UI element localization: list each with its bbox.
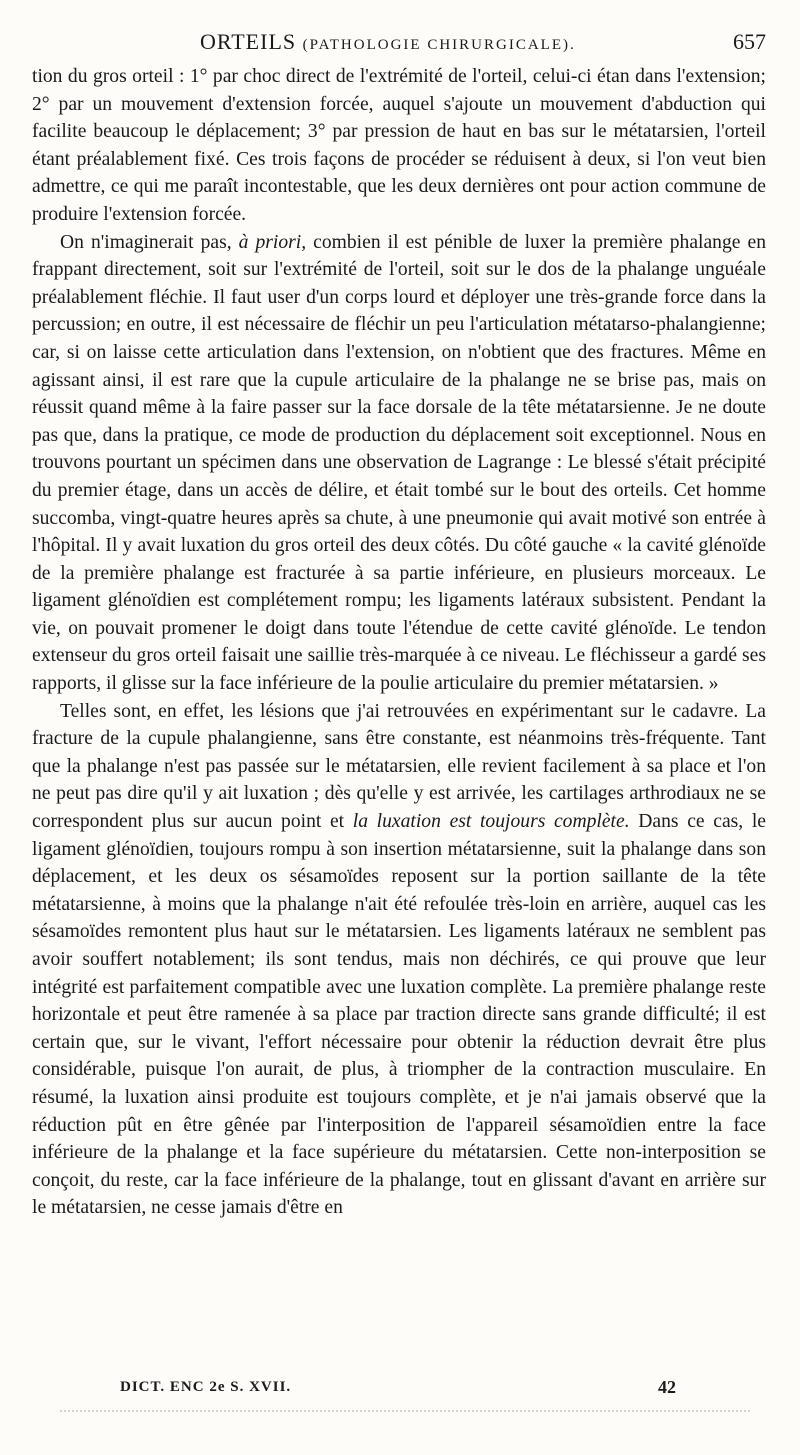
paragraph: [32, 229, 766, 698]
paragraph: [32, 698, 766, 1222]
running-title: [200, 22, 576, 65]
running-title-sub: (PATHOLOGIE CHIRURGICALE).: [302, 37, 576, 53]
italic-phrase: à priori,: [238, 231, 307, 253]
body-text: [32, 63, 766, 1222]
paragraph-text: Dans ce cas, le ligament glénoïdien, toujours rompu à son insertion métatarsienne, suit la phalange dans son déplacement, et les deux os sésamoïdes reposent sur la portion saillante de la tête métatarsienne, à moins que la phalange n'ait été refoulée très-loin en arrière, auquel cas les sésamoïdes remontent plus haut sur le métatarsien. Les ligaments latéraux ne semblent pas avoir souffert notablement; ils sont tendus, mais non déchirés, ce qui prouve que leur intégrité est parfaitement compatible avec une luxation complète. La première phalange reste horizontale et peut être ramenée à sa place par traction directe sans grande difficulté; il est certain que, sur le vivant, l'effort nécessaire pour obtenir la réduction devrait être plus considérable, puisque l'on aurait, de plus, à triompher de la contraction musculaire. En résumé, la luxation ainsi produite est toujours complète, et je n'ai jamais observé que la réduction pût en être gênée par l'interposition de l'appareil sésamoïdien entre la face inférieure de la phalange et la face supérieure du métatarsien. Cette non-interposition se conçoit, du reste, car la face inférieure de la phalange, tout en glissant d'avant en arrière sur le métatarsien, ne cesse jamais d'être en: [32, 811, 766, 1219]
paragraph-text: Telles sont, en effet, les lésions que j'ai retrouvées en expérimentant sur le cadavre. La fracture de la cupule phalangienne, sans être constante, est néanmoins très-fréquente. Tant que la phalange n'est pas passée sur le métatarsien, elle revient facilement à sa place et l'on ne peut pas dire qu'il y ait luxation ; dès qu'elle y est arrivée, les cartilages arthrodiaux ne se correspondent plus sur aucun point et: [32, 700, 766, 833]
paragraph: [32, 63, 766, 229]
page-number: 657: [733, 29, 766, 54]
running-title-main: ORTEILS: [200, 29, 297, 54]
paragraph-text: combien il est pénible de luxer la première phalange en frappant directement, soit sur l'extrémité de l'orteil, soit sur le dos de la phalange unguéale préalablement fléchie. Il faut user d'un corps lourd et déployer une très-grande force dans la percussion; en outre, il est nécessaire de fléchir un peu l'articulation métatarso-phalangienne; car, si on laisse cette articulation dans l'extension, on n'obtient que des fractures. Même en agissant ainsi, il est rare que la cupule articulaire de la phalange ne se brise pas, mais on réussit quand même à la faire passer sur la face dorsale de la tête métatarsienne. Je ne doute pas que, dans la pratique, ce mode de production du déplacement soit exceptionnel. Nous en trouvons pourtant un spécimen dans une observation de Lagrange : Le blessé s'était précipité du premier étage, dans un accès de délire, et était tombé sur le bout des orteils. Cet homme succomba, vingt-quatre heures après sa chute, à une pneumonie qui avait motivé son entrée à l'hôpital. Il y avait luxation du gros orteil des deux côtés. Du côté gauche « la cavité glénoïde de la première phalange est fracturée à sa partie inférieure, en plusieurs morceaux. Le ligament glénoïdien est complétement rompu; les ligaments latéraux subsistent. Pendant la vie, on pouvait promener le doigt dans toute l'étendue de cette cavité glénoïde. Le tendon extenseur du gros orteil faisait une saillie très-marquée à ce niveau. Le fléchisseur a gardé ses rapports, il glisse sur la face inférieure de la poulie articulaire du premier métatarsien. »: [32, 231, 766, 695]
paragraph-text: tion du gros orteil : 1° par choc direct de l'extrémité de l'orteil, celui-ci étan dans l'extension; 2° par un mouvement d'extension forcée, auquel s'ajoute un mouvement d'abduction qui facilite beaucoup le déplacement; 3° par pression de haut en bas sur le métatarsien, l'orteil étant préalablement fixé. Ces trois façons de procéder se réduisent à deux, si l'on veut bien admettre, ce qui me paraît incontestable, que les deux dernières ont pour action commune de produire l'extension forcée.: [32, 66, 766, 225]
running-header: [200, 22, 766, 62]
bleed-through-line: [60, 1410, 750, 1418]
paragraph-text: On n'imaginerait pas,: [60, 231, 239, 253]
page-footer: [120, 1372, 680, 1402]
printer-signature: DICT. ENC 2e S. XVII.: [120, 1379, 292, 1395]
sheet-number: 42: [658, 1377, 676, 1397]
italic-phrase: la luxation est toujours complète.: [352, 811, 630, 833]
